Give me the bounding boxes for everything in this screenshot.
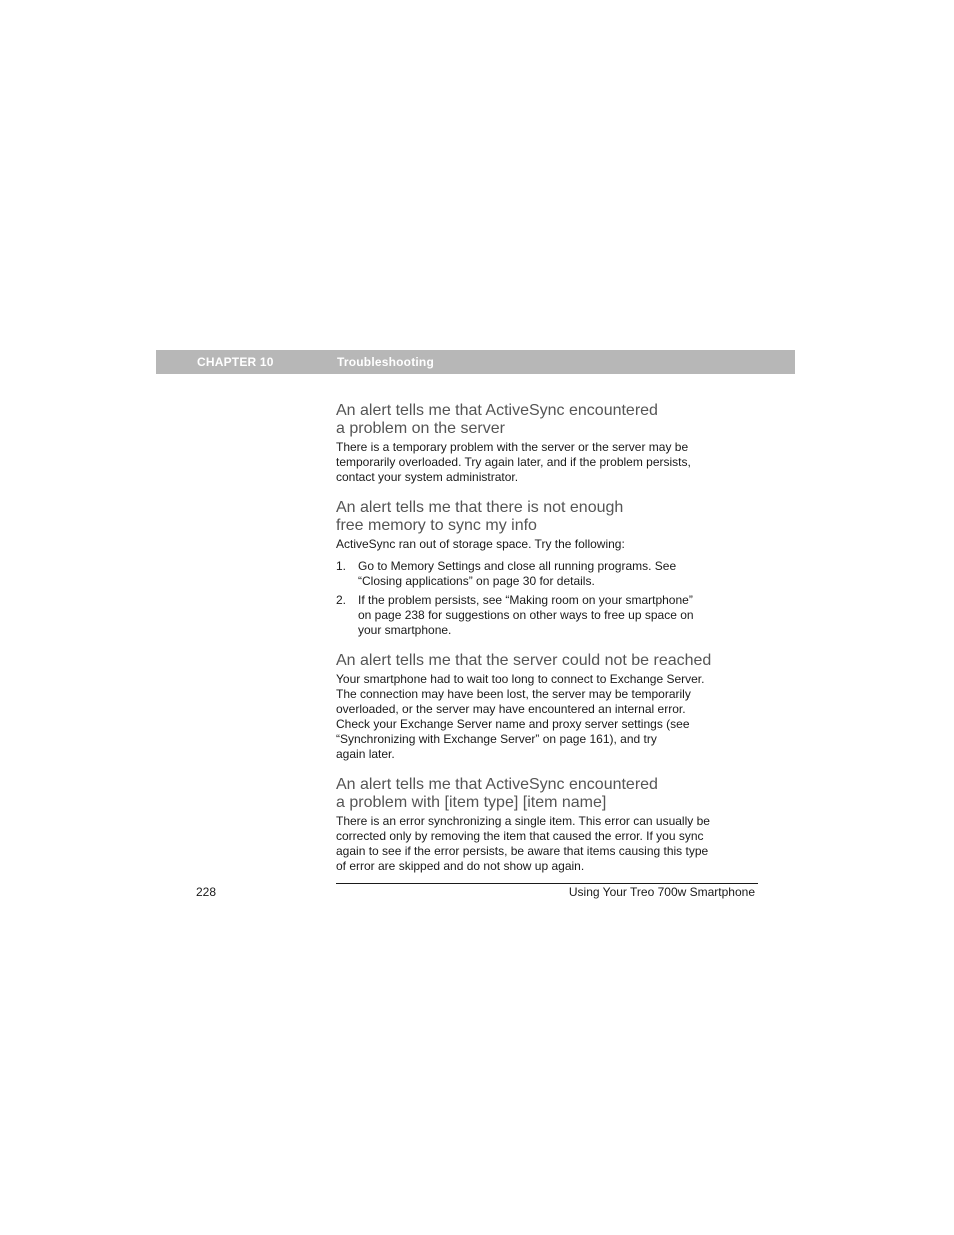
heading-line: An alert tells me that there is not enough [336,499,624,516]
section-activesync-server-problem [336,402,756,485]
body-line: contact your system administrator. [336,470,519,484]
section-body [336,537,756,552]
section-heading [336,402,756,438]
step-line: If the problem persists, see “Making room on your smartphone” [358,593,693,607]
body-line: ActiveSync ran out of storage space. Try the following: [336,537,625,551]
section-body [336,814,756,874]
body-line: “Synchronizing with Exchange Server” on page 161), and try [336,732,657,746]
heading-line: An alert tells me that ActiveSync encountered [336,776,658,793]
body-line: again later. [336,747,395,761]
body-line: Check your Exchange Server name and proxy server settings (see [336,717,690,731]
body-line: temporarily overloaded. Try again later, and if the problem persists, [336,455,691,469]
section-not-enough-memory [336,499,756,638]
section-server-not-reached [336,652,756,762]
chapter-title: Troubleshooting [337,355,434,369]
heading-line: An alert tells me that the server could not be reached [336,652,712,669]
body-line: again to see if the error persists, be aware that items causing this type [336,844,709,858]
step-number: 2. [336,593,347,607]
step-line: on page 238 for suggestions on other ways to free up space on [358,608,694,622]
body-line: overloaded, or the server may have encountered an internal error. [336,702,686,716]
step-number: 1. [336,559,347,573]
body-line: There is a temporary problem with the server or the server may be [336,440,689,454]
section-heading [336,652,756,670]
heading-line: a problem with [item type] [item name] [336,794,607,811]
step-line: “Closing applications” on page 30 for details. [358,574,595,588]
body-line: corrected only by removing the item that caused the error. If you sync [336,829,704,843]
step-line: Go to Memory Settings and close all running programs. See [358,559,677,573]
footer-book-title: Using Your Treo 700w Smartphone [568,885,755,899]
step-line: your smartphone. [358,623,452,637]
section-heading [336,499,756,535]
step-item [336,593,756,638]
steps-list [336,559,756,638]
chapter-label: CHAPTER 10 [197,355,274,369]
heading-line: free memory to sync my info [336,517,537,534]
step-item [336,559,756,589]
section-body [336,440,756,485]
page-number: 228 [196,885,217,899]
heading-line: a problem on the server [336,420,505,437]
footer-divider [336,883,758,884]
section-heading [336,776,756,812]
heading-line: An alert tells me that ActiveSync encountered [336,402,658,419]
body-line: There is an error synchronizing a single item. This error can usually be [336,814,710,828]
page-content [336,402,756,888]
section-item-sync-problem [336,776,756,874]
body-line: Your smartphone had to wait too long to connect to Exchange Server. [336,672,705,686]
chapter-header-bar [156,350,795,374]
section-body [336,672,756,762]
body-line: The connection may have been lost, the server may be temporarily [336,687,691,701]
body-line: of error are skipped and do not show up again. [336,859,585,873]
